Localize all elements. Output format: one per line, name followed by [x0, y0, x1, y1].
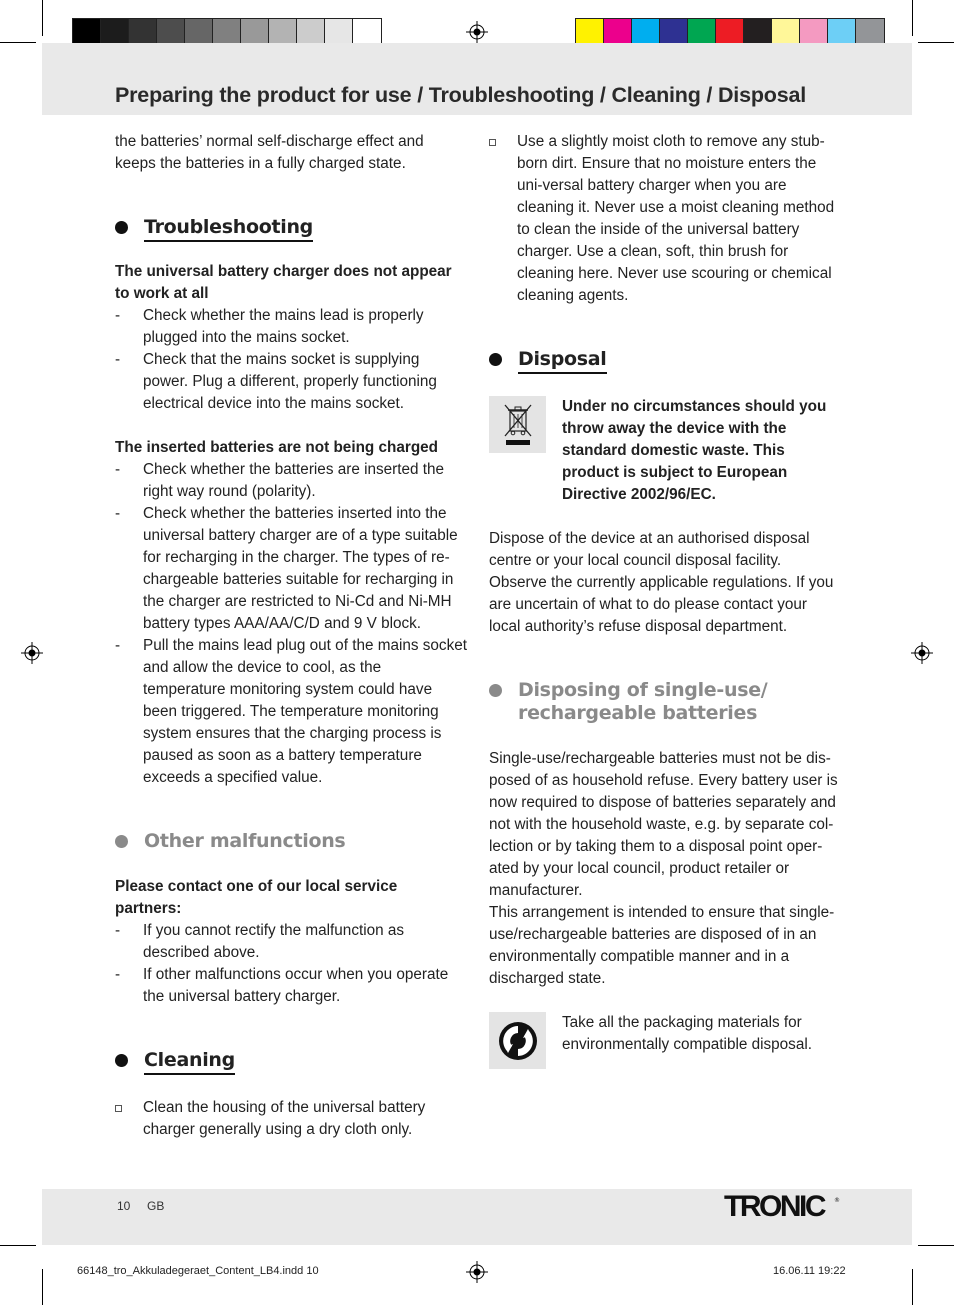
- cleaning-heading: [115, 1049, 467, 1075]
- crop-mark: [918, 42, 954, 43]
- color-swatch: [297, 19, 325, 45]
- list-item: - Check whether the mains lead is properly plugged into the mains socket.: [115, 305, 467, 349]
- problem-checklist: [115, 459, 467, 789]
- print-slug-file: 66148_tro_Akkuladegeraet_Content_LB4.indd 10: [77, 1265, 319, 1277]
- list-item: - Check whether the batteries inserted into the universal battery charger are of a type suitable for recharging in the charger. The types of re-chargeable batteries suitable for recharging in the charger are restricted to Ni-Cd and Ni-MH battery types AAA/AA/C/D and 9 V block.: [115, 503, 467, 635]
- color-swatch: [688, 19, 716, 45]
- color-swatch: [772, 19, 800, 45]
- registration-mark-icon: [21, 642, 43, 664]
- list-item: - If other malfunctions occur when you operate the universal battery charger.: [115, 964, 467, 1008]
- registration-mark-icon: [466, 21, 488, 43]
- print-slug-date: 16.06.11 19:22: [773, 1265, 846, 1277]
- page-number: 10: [117, 1199, 131, 1213]
- troubleshooting-heading: [115, 216, 467, 242]
- problem-title: The inserted batteries are not being charged: [115, 439, 439, 456]
- list-item: - Check whether the batteries are inserted the right way round (polarity).: [115, 459, 467, 503]
- green-dot-recycling-icon: [489, 1012, 546, 1069]
- registration-mark-icon: [911, 642, 933, 664]
- right-column: [489, 131, 841, 1056]
- disposal-heading: [489, 348, 841, 374]
- cleaning-list: [115, 1097, 467, 1141]
- bullet-dot-icon: [489, 684, 502, 697]
- disposal-text: Dispose of the device at an authorised disposal centre or your local council disposal facility. Observe the currently applicable regulations. If you are uncertain of what to do please contact your local authority’s refuse disposal department.: [489, 530, 834, 635]
- registered-mark: ®: [834, 1197, 840, 1204]
- list-item-text: Use a slightly moist cloth to remove any stub-born dirt. Ensure that no moisture enters the uni-versal battery charger when you are cleaning it. Never use a moist cleaning method to clean the inside of the universal battery charger. Use a clean, soft, thin brush for cleaning here. Never use scouring or chemical cleaning agents.: [517, 133, 835, 304]
- disposal-warning: [489, 396, 841, 506]
- color-swatch: [353, 19, 381, 45]
- list-item: [489, 131, 841, 307]
- checkbox-square-icon: [489, 139, 496, 146]
- list-item-text: Clean the housing of the universal battery charger generally using a dry cloth only.: [143, 1099, 426, 1138]
- malfunction-list: [115, 920, 467, 1008]
- list-item: - Check that the mains socket is supplying power. Plug a different, properly functioning electrical device into the mains socket.: [115, 349, 467, 415]
- heading-text: Troubleshooting: [144, 216, 313, 242]
- color-swatch: [856, 19, 884, 45]
- intro-text: the batteries’ normal self-discharge effect and keeps the batteries in a fully charged state.: [115, 133, 424, 172]
- list-item: - If you cannot rectify the malfunction as described above.: [115, 920, 467, 964]
- disposal-warning-text: Under no circumstances should you throw away the device with the standard domestic waste. This product is subject to European Directive 2002/96/EC.: [562, 398, 827, 503]
- process-color-bar: [575, 18, 885, 46]
- crop-mark: [918, 1245, 954, 1246]
- color-swatch: [660, 19, 688, 45]
- batteries-text: This arrangement is intended to ensure that single-use/rechargeable batteries are disposed of in an environmentally compatible manner and in a discharged state.: [489, 904, 835, 987]
- tronic-logo: TRONIC: [724, 1190, 824, 1223]
- crop-mark: [912, 0, 913, 36]
- crop-mark: [912, 1269, 913, 1305]
- batteries-heading: [489, 679, 841, 726]
- bullet-dot-icon: [489, 353, 502, 366]
- bullet-dot-icon: [115, 221, 128, 234]
- list-item: [115, 1097, 467, 1141]
- service-partners-title: Please contact one of our local service partners:: [115, 878, 398, 917]
- color-swatch: [213, 19, 241, 45]
- color-swatch: [800, 19, 828, 45]
- grey-color-bar: [72, 18, 382, 46]
- color-swatch: [241, 19, 269, 45]
- heading-text: Disposing of single-use/ rechargeable batteries: [518, 679, 768, 724]
- crossed-out-wheelie-bin-icon: [489, 396, 546, 453]
- packaging-note: [489, 1012, 841, 1056]
- heading-text: Cleaning: [144, 1049, 235, 1075]
- crop-mark: [0, 1245, 36, 1246]
- bullet-dot-icon: [115, 1054, 128, 1067]
- page-title: Preparing the product for use / Troubleshooting / Cleaning / Disposal: [115, 83, 806, 107]
- color-swatch: [101, 19, 129, 45]
- color-swatch: [716, 19, 744, 45]
- color-swatch: [269, 19, 297, 45]
- crop-mark: [42, 1269, 43, 1305]
- color-swatch: [185, 19, 213, 45]
- color-swatch: [632, 19, 660, 45]
- color-swatch: [73, 19, 101, 45]
- language-code: GB: [147, 1199, 165, 1213]
- color-swatch: [325, 19, 353, 45]
- cleaning-list-continued: [489, 131, 841, 307]
- crop-mark: [42, 0, 43, 36]
- batteries-text: Single-use/rechargeable batteries must not be dis-posed of as household refuse. Every battery user is now required to dispose of batteries separately and not with the household waste, e.g. by separate col-lection or by taking them to a disposal point oper-ated by your local council, product retailer or manufacturer.: [489, 750, 838, 899]
- color-swatch: [604, 19, 632, 45]
- checkbox-square-icon: [115, 1105, 122, 1112]
- color-swatch: [157, 19, 185, 45]
- heading-text: Disposal: [518, 348, 607, 374]
- left-column: [115, 131, 467, 1141]
- crop-mark: [0, 42, 36, 43]
- problem-checklist: [115, 305, 467, 415]
- color-swatch: [129, 19, 157, 45]
- color-swatch: [744, 19, 772, 45]
- heading-text: Other malfunctions: [144, 830, 346, 852]
- registration-mark-icon: [466, 1261, 488, 1283]
- color-swatch: [576, 19, 604, 45]
- problem-title: The universal battery charger does not appear to work at all: [115, 263, 452, 302]
- color-swatch: [828, 19, 856, 45]
- list-item: - Pull the mains lead plug out of the mains socket and allow the device to cool, as the temperature monitoring system could have been triggered. The temperature monitoring system ensures that the charging process is paused as soon as a battery temperature exceeds a specified value.: [115, 635, 467, 789]
- bullet-dot-icon: [115, 835, 128, 848]
- packaging-text: Take all the packaging materials for environmentally compatible disposal.: [562, 1014, 812, 1053]
- other-malfunctions-heading: [115, 830, 467, 854]
